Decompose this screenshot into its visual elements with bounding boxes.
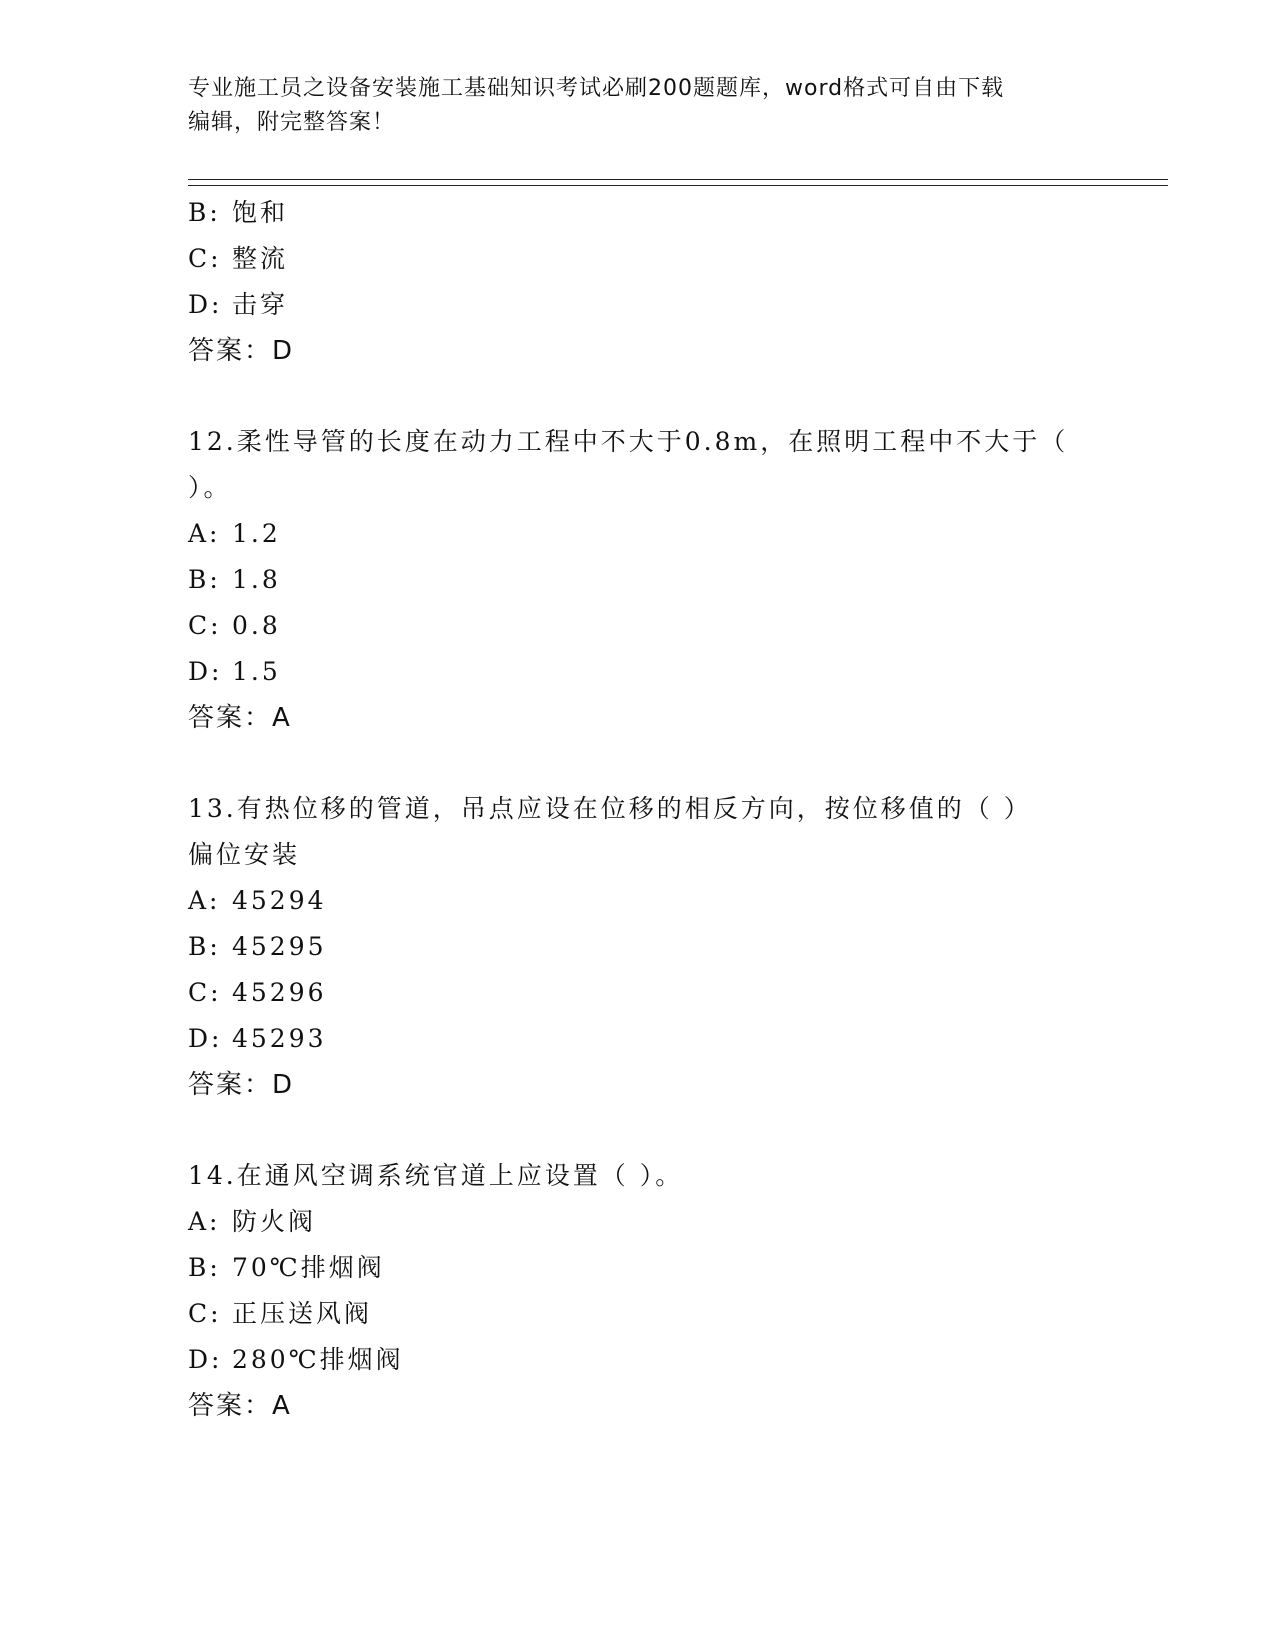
option-text: 正压送风阀 bbox=[232, 1299, 373, 1328]
option-letter: D: bbox=[188, 290, 223, 319]
option-letter: C: bbox=[188, 1299, 222, 1328]
option-letter: A: bbox=[188, 886, 221, 915]
question-block bbox=[188, 190, 1148, 374]
option bbox=[188, 603, 1148, 649]
option-text: 1.8 bbox=[232, 565, 281, 594]
question-text-continued: 偏位安装 bbox=[188, 840, 301, 869]
option-letter: A: bbox=[188, 519, 221, 548]
option bbox=[188, 511, 1148, 557]
question-text: 14.在通风空调系统官道上应设置（ ）。 bbox=[188, 1161, 684, 1190]
option-text: 0.8 bbox=[232, 611, 281, 640]
option bbox=[188, 236, 1148, 282]
option-letter: A: bbox=[188, 1207, 221, 1236]
question-block bbox=[188, 419, 1148, 741]
option-letter: C: bbox=[188, 611, 222, 640]
option-text: 45296 bbox=[232, 978, 327, 1007]
question-text: 12.柔性导管的长度在动力工程中不大于0.8m，在照明工程中不大于（ bbox=[188, 427, 1069, 456]
question-text-continued: ）。 bbox=[188, 473, 232, 502]
option bbox=[188, 557, 1148, 603]
option-text: 饱和 bbox=[232, 198, 289, 227]
header-line-1: 专业施工员之设备安装施工基础知识考试必刷200题题库，word格式可自由下载 bbox=[188, 76, 1005, 101]
option bbox=[188, 1016, 1148, 1062]
option-text: 整流 bbox=[232, 244, 289, 273]
option-text: 1.5 bbox=[232, 657, 281, 686]
option bbox=[188, 1245, 1148, 1291]
option bbox=[188, 924, 1148, 970]
question-block bbox=[188, 786, 1148, 1108]
option-letter: B: bbox=[188, 565, 221, 594]
option-text: 70℃排烟阀 bbox=[232, 1253, 385, 1282]
option-letter: D: bbox=[188, 1024, 223, 1053]
option-letter: B: bbox=[188, 198, 221, 227]
option-letter: C: bbox=[188, 978, 222, 1007]
question-text: 13.有热位移的管道，吊点应设在位移的相反方向，按位移值的（ ） bbox=[188, 794, 1032, 823]
answer-line: 答案：D bbox=[188, 336, 295, 366]
option-letter: D: bbox=[188, 657, 223, 686]
answer-line: 答案：A bbox=[188, 703, 292, 733]
option bbox=[188, 190, 1148, 236]
option-text: 1.2 bbox=[232, 519, 281, 548]
option bbox=[188, 878, 1148, 924]
question-block bbox=[188, 1153, 1148, 1429]
option-letter: B: bbox=[188, 932, 221, 961]
option bbox=[188, 970, 1148, 1016]
option-text: 防火阀 bbox=[232, 1207, 317, 1236]
header-line-2: 编辑，附完整答案！ bbox=[188, 110, 396, 135]
option-text: 45293 bbox=[232, 1024, 327, 1053]
option bbox=[188, 1199, 1148, 1245]
option bbox=[188, 1291, 1148, 1337]
question-list bbox=[188, 190, 1148, 1429]
option bbox=[188, 1337, 1148, 1383]
option-text: 击穿 bbox=[232, 290, 289, 319]
option-letter: D: bbox=[188, 1345, 223, 1374]
option-letter: B: bbox=[188, 1253, 221, 1282]
option-text: 45294 bbox=[232, 886, 327, 915]
option bbox=[188, 282, 1148, 328]
header-divider-top bbox=[188, 179, 1168, 180]
option-letter: C: bbox=[188, 244, 222, 273]
option-text: 45295 bbox=[232, 932, 327, 961]
option bbox=[188, 649, 1148, 695]
document-header bbox=[188, 72, 1088, 140]
header-divider-bottom bbox=[188, 185, 1168, 186]
option-text: 280℃排烟阀 bbox=[232, 1345, 404, 1374]
answer-line: 答案：D bbox=[188, 1070, 295, 1100]
answer-line: 答案：A bbox=[188, 1391, 292, 1421]
